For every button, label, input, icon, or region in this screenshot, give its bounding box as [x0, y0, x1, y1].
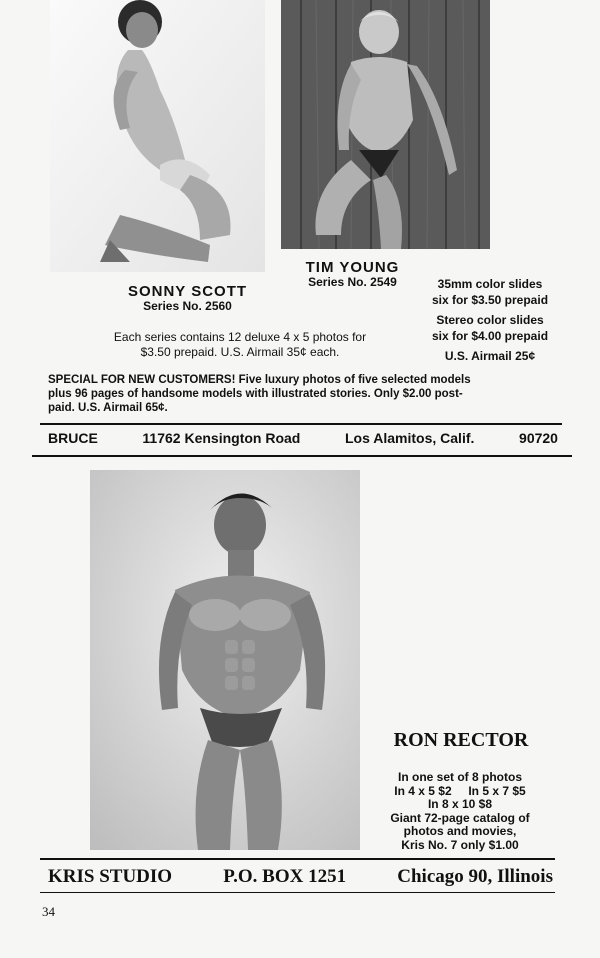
offer-line-2: In 4 x 5 $2 In 5 x 7 $5 — [394, 783, 526, 798]
offer-line-6: Kris No. 7 only $1.00 — [401, 837, 519, 852]
model-name-tim-young: TIM YOUNG — [305, 259, 400, 276]
kris-offer — [360, 771, 560, 852]
special-line-2: plus 96 pages of handsome models with illustrated stories. Only $2.00 post- — [48, 388, 463, 400]
model-name-ron-rector: RON RECTOR — [393, 729, 529, 751]
model-name-sonny-scott: SONNY SCOTT — [127, 283, 248, 300]
photo-tim-young — [281, 0, 490, 249]
kris-rule — [40, 858, 555, 860]
po-box: P.O. BOX 1251 — [223, 866, 347, 887]
offer-line-5: photos and movies, — [403, 824, 517, 838]
special-line-1: SPECIAL FOR NEW CUSTOMERS! Five luxury photos of five selected models — [48, 374, 471, 386]
kris-rule-bottom — [40, 892, 555, 893]
special-line-3: paid. U.S. Airmail 65¢. — [48, 402, 168, 414]
photo-ron-rector — [90, 470, 360, 850]
street-address: 11762 Kensington Road — [142, 430, 301, 446]
company-kris-studio: KRIS STUDIO — [48, 866, 173, 887]
series-info — [80, 330, 400, 360]
address-bar-kris — [48, 866, 553, 888]
address-rule-bottom — [32, 455, 572, 457]
photo-sonny-scott — [50, 0, 265, 272]
series-info-line-1: Each series contains 12 deluxe 4 x 5 photos for — [113, 330, 367, 344]
series-info-line-2: $3.50 prepaid. U.S. Airmail 35¢ each. — [140, 345, 340, 359]
address-bar-bruce — [48, 430, 558, 446]
slides-line-3: Stereo color slides — [436, 313, 544, 327]
series-number-tim-young: Series No. 2549 — [308, 275, 397, 289]
slides-line-4: six for $4.00 prepaid — [431, 329, 549, 343]
slides-line-1: 35mm color slides — [437, 277, 543, 291]
offer-line-3: In 8 x 10 $8 — [427, 797, 493, 811]
offer-line-4: Giant 72-page catalog of — [390, 810, 530, 825]
slides-line-5: U.S. Airmail 25¢ — [444, 349, 536, 363]
page-number: 34 — [42, 904, 55, 919]
zip-code: 90720 — [519, 430, 558, 446]
special-offer — [48, 373, 558, 415]
address-rule-top — [40, 423, 562, 425]
slides-line-2: six for $3.50 prepaid — [431, 293, 549, 307]
offer-line-1: In one set of 8 photos — [397, 770, 522, 784]
slides-info — [415, 276, 565, 364]
city-chicago: Chicago 90, Illinois — [397, 866, 553, 887]
company-bruce: BRUCE — [48, 430, 98, 446]
city-address: Los Alamitos, Calif. — [345, 430, 475, 446]
series-number-sonny-scott: Series No. 2560 — [143, 299, 232, 313]
